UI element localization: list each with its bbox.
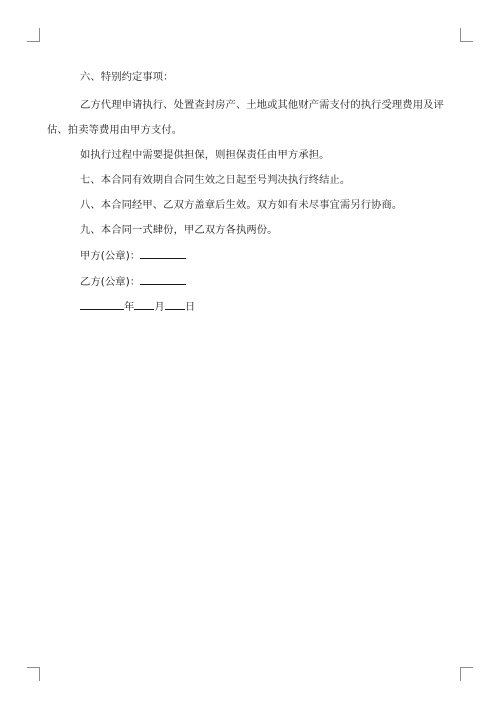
date-line <box>80 299 195 314</box>
crop-mark-top-left <box>27 28 40 42</box>
crop-mark-bottom-right <box>460 667 473 681</box>
date-day-blank[interactable] <box>165 299 185 310</box>
clause-6-paragraph-line-2: 估、拍卖等费用由甲方支付。 <box>47 124 183 136</box>
date-month-blank[interactable] <box>134 299 154 310</box>
party-a-signature-line <box>80 248 186 263</box>
party-b-label: 乙方(公章)： <box>80 276 141 288</box>
party-a-label: 甲方(公章)： <box>80 250 141 262</box>
clause-6-guarantee-line: 如执行过程中需要提供担保，则担保责任由甲方承担。 <box>80 149 330 161</box>
clause-6-heading: 六、特别约定事项： <box>80 71 174 83</box>
crop-mark-bottom-left <box>27 667 40 681</box>
date-day-label: 日 <box>184 301 196 313</box>
crop-mark-top-right <box>460 28 473 42</box>
clause-6-paragraph-line-1: 乙方代理申请执行、处置查封房产、土地或其他财产需支付的执行受理费用及评 <box>80 99 444 111</box>
date-year-label: 年 <box>124 301 135 313</box>
party-a-blank[interactable] <box>140 248 186 259</box>
clause-7-line: 七、本合同有效期自合同生效之日起至号判决执行终结止。 <box>80 174 351 186</box>
date-year-blank[interactable] <box>80 299 124 310</box>
party-b-signature-line <box>80 274 186 289</box>
clause-9-line: 九、本合同一式肆份，甲乙双方各执两份。 <box>80 224 278 236</box>
clause-8-line: 八、本合同经甲、乙双方盖章后生效。双方如有未尽事宜需另行协商。 <box>80 199 403 211</box>
date-month-label: 月 <box>154 301 165 313</box>
party-b-blank[interactable] <box>140 274 186 285</box>
